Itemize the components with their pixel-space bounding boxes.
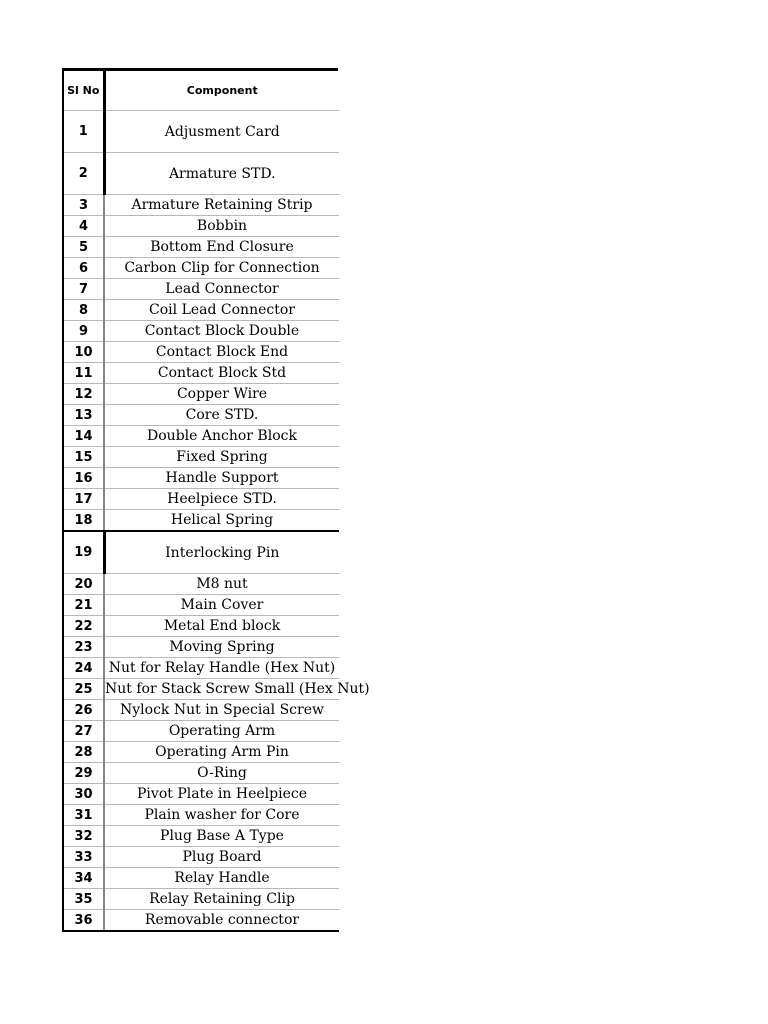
row-sl-no: 16 [63,468,104,489]
row-sl-no: 21 [63,595,104,616]
row-component: Handle Support [104,468,339,489]
row-sl-no: 32 [63,826,104,847]
row-component: Plug Base A Type [104,826,339,847]
table-row [63,258,339,279]
row-sl-no: 11 [63,363,104,384]
row-component: Helical Spring [104,510,339,532]
row-sl-no: 26 [63,700,104,721]
component-table-container [62,68,370,932]
table-row [63,405,339,426]
row-component: Core STD. [104,405,339,426]
table-row [63,574,339,595]
row-component: Copper Wire [104,384,339,405]
row-sl-no: 12 [63,384,104,405]
row-component: Operating Arm [104,721,339,742]
row-component: Pivot Plate in Heelpiece [104,784,339,805]
table-row [63,847,339,868]
row-sl-no: 15 [63,447,104,468]
row-sl-no: 35 [63,889,104,910]
table-row [63,363,339,384]
row-component: Main Cover [104,595,339,616]
row-sl-no: 23 [63,637,104,658]
row-sl-no: 25 [63,679,104,700]
row-component: Bobbin [104,216,339,237]
table-row [63,447,339,468]
table-row [63,153,339,195]
row-sl-no: 2 [63,153,104,195]
table-row [63,721,339,742]
row-component: Relay Handle [104,868,339,889]
row-sl-no: 14 [63,426,104,447]
row-component: Contact Block Std [104,363,339,384]
table-row [63,426,339,447]
table-row [63,658,339,679]
table-row [63,510,339,532]
row-component: Interlocking Pin [104,531,339,574]
row-sl-no: 5 [63,237,104,258]
table-row [63,595,339,616]
row-sl-no: 10 [63,342,104,363]
header-component: Component [104,71,339,111]
row-sl-no: 8 [63,300,104,321]
row-sl-no: 6 [63,258,104,279]
component-table [62,71,370,932]
row-component: M8 nut [104,574,339,595]
row-sl-no: 4 [63,216,104,237]
row-sl-no: 18 [63,510,104,532]
table-row [63,279,339,300]
table-row [63,300,339,321]
row-component: Metal End block [104,616,339,637]
table-row [63,489,339,510]
row-sl-no: 29 [63,763,104,784]
row-sl-no: 28 [63,742,104,763]
table-row [63,784,339,805]
table-row [63,805,339,826]
table-row [63,616,339,637]
row-component: Nut for Relay Handle (Hex Nut) [104,658,339,679]
row-component: Contact Block Double [104,321,339,342]
row-sl-no: 27 [63,721,104,742]
row-component: Nylock Nut in Special Screw [104,700,339,721]
row-sl-no: 1 [63,111,104,153]
table-row [63,111,339,153]
header-row [63,71,339,111]
table-row [63,742,339,763]
table-row [63,700,339,721]
table-row [63,679,339,700]
row-sl-no: 24 [63,658,104,679]
row-component: Lead Connector [104,279,339,300]
table-row [63,910,339,932]
row-sl-no: 34 [63,868,104,889]
row-component: Moving Spring [104,637,339,658]
table-row [63,321,339,342]
row-component: O-Ring [104,763,339,784]
row-sl-no: 22 [63,616,104,637]
header-sl-no: Sl No [63,71,104,111]
table-row [63,531,339,574]
row-sl-no: 33 [63,847,104,868]
row-component: Plain washer for Core [104,805,339,826]
table-row [63,637,339,658]
row-sl-no: 7 [63,279,104,300]
row-component: Adjusment Card [104,111,339,153]
row-component: Heelpiece STD. [104,489,339,510]
row-sl-no: 36 [63,910,104,932]
table-row [63,384,339,405]
table-row [63,216,339,237]
row-component: Bottom End Closure [104,237,339,258]
row-component: Armature Retaining Strip [104,195,339,216]
row-sl-no: 30 [63,784,104,805]
row-sl-no: 17 [63,489,104,510]
row-component: Armature STD. [104,153,339,195]
row-component: Removable connector [104,910,339,932]
table-row [63,195,339,216]
table-row [63,868,339,889]
table-row [63,763,339,784]
row-component: Carbon Clip for Connection [104,258,339,279]
row-sl-no: 20 [63,574,104,595]
table-row [63,342,339,363]
table-row [63,826,339,847]
row-component: Coil Lead Connector [104,300,339,321]
row-sl-no: 31 [63,805,104,826]
row-sl-no: 3 [63,195,104,216]
row-sl-no: 9 [63,321,104,342]
table-row [63,889,339,910]
row-sl-no: 13 [63,405,104,426]
table-row [63,237,339,258]
row-component: Relay Retaining Clip [104,889,339,910]
row-component: Nut for Stack Screw Small (Hex Nut) [104,679,339,700]
table-row [63,468,339,489]
row-component: Double Anchor Block [104,426,339,447]
row-component: Contact Block End [104,342,339,363]
row-component: Plug Board [104,847,339,868]
row-component: Fixed Spring [104,447,339,468]
row-sl-no: 19 [63,531,104,574]
row-component: Operating Arm Pin [104,742,339,763]
